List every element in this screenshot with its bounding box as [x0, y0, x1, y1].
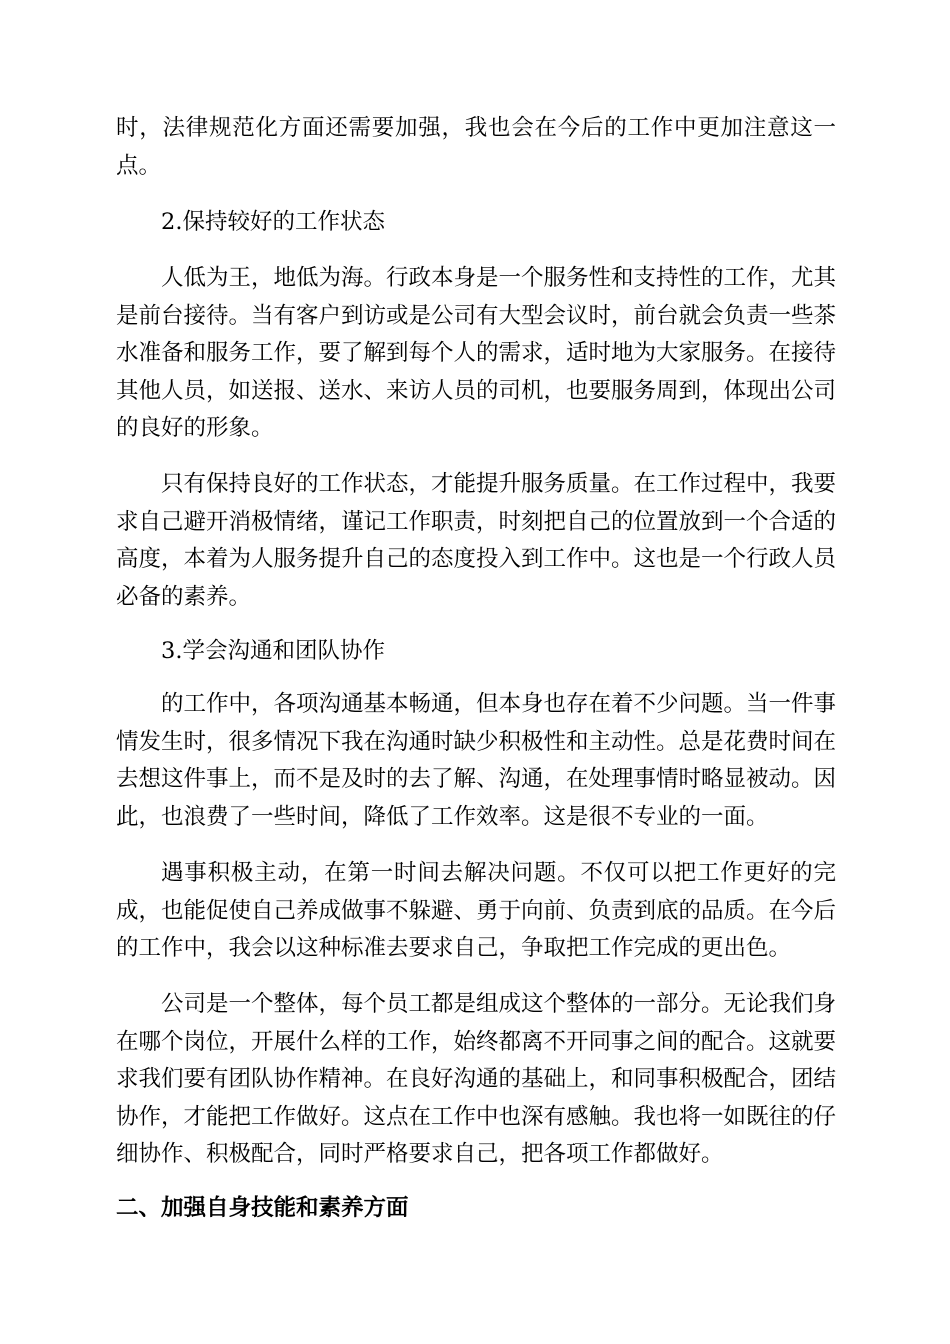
subheading-communication: 3.学会沟通和团队协作	[161, 638, 385, 664]
paragraph-proactive: 遇事积极主动，在第一时间去解决问题。不仅可以把工作更好的完成，也能促使自己养成做事不躲避、勇于向前、负责到底的品质。在今后的工作中，我会以这种标准去要求自己，争取把工作完成的更出色。	[116, 860, 837, 961]
section-heading: 二、加强自身技能和素养方面	[116, 1195, 409, 1221]
paragraph-continuation: 时，法律规范化方面还需要加强，我也会在今后的工作中更加注意这一点。	[116, 115, 836, 179]
subheading-work-state: 2.保持较好的工作状态	[161, 209, 385, 235]
paragraph-communication-issues: 的工作中，各项沟通基本畅通，但本身也存在着不少问题。当一件事情发生时，很多情况下我在沟通时缺少积极性和主动性。总是花费时间在去想这件事上，而不是及时的去了解、沟通，在处理事情时略显被动。因此，也浪费了一些时间，降低了工作效率。这是很不专业的一面。	[116, 691, 837, 830]
paragraph-work-state: 只有保持良好的工作状态，才能提升服务质量。在工作过程中，我要求自己避开消极情绪，谨记工作职责，时刻把自己的位置放到一个合适的高度，本着为人服务提升自己的态度投入到工作中。这也是一个行政人员必备的素养。	[116, 471, 837, 610]
paragraph-service: 人低为王，地低为海。行政本身是一个服务性和支持性的工作，尤其是前台接待。当有客户到访或是公司有大型会议时，前台就会负责一些茶水准备和服务工作，要了解到每个人的需求，适时地为大家服务。在接待其他人员，如送报、送水、来访人员的司机，也要服务周到，体现出公司的良好的形象。	[116, 265, 837, 441]
paragraph-teamwork: 公司是一个整体，每个员工都是组成这个整体的一部分。无论我们身在哪个岗位，开展什么样的工作，始终都离不开同事之间的配合。这就要求我们要有团队协作精神。在良好沟通的基础上，和同事积极配合，团结协作，才能把工作做好。这点在工作中也深有感触。我也将一如既往的仔细协作、积极配合，同时严格要求自己，把各项工作都做好。	[116, 991, 837, 1167]
